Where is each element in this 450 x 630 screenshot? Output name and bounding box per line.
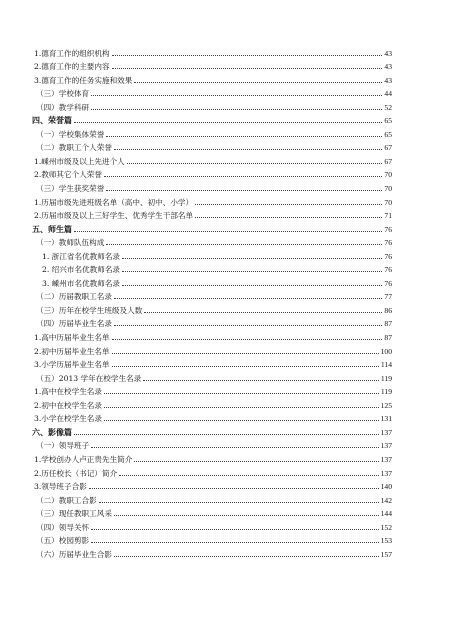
toc-dot-leader	[122, 271, 382, 272]
toc-entry-label: 2. 绍兴市名优教师名录	[42, 265, 121, 275]
toc-page-number: 71	[384, 211, 392, 221]
toc-page-number: 137	[380, 441, 392, 451]
toc-entry[interactable]	[32, 383, 392, 397]
toc-page-number: 65	[384, 129, 392, 139]
toc-entry-label: （四）教学科研	[36, 102, 90, 112]
toc-dot-leader	[114, 298, 382, 299]
toc-dot-leader	[134, 461, 378, 462]
toc-entry[interactable]	[32, 505, 392, 519]
toc-page-number: 137	[380, 468, 392, 478]
toc-entry[interactable]	[32, 423, 392, 437]
toc-dot-leader	[106, 244, 382, 245]
toc-page-number: 100	[380, 346, 392, 356]
toc-entry[interactable]	[32, 478, 392, 492]
toc-entry-label: 3.小学历届毕业生名单	[34, 360, 110, 370]
toc-dot-leader	[122, 285, 382, 286]
toc-entry-label: （二）教职工合影	[36, 495, 97, 505]
toc-page-number: 87	[384, 319, 392, 329]
toc-page-number: 76	[384, 238, 392, 248]
toc-entry-label: 3.领导班子合影	[34, 482, 87, 492]
toc-entry[interactable]	[32, 71, 392, 85]
toc-entry-label: 3. 嵊州市名优教师名录	[42, 278, 121, 288]
toc-dot-leader	[122, 258, 382, 259]
toc-entry[interactable]	[32, 545, 392, 559]
toc-entry[interactable]	[32, 193, 392, 207]
toc-page-number: 76	[384, 251, 392, 261]
toc-dot-leader	[119, 475, 378, 476]
toc-page-number: 65	[384, 116, 392, 126]
toc-entry[interactable]	[32, 491, 392, 505]
toc-dot-leader	[74, 231, 382, 232]
toc-dot-leader	[144, 312, 382, 313]
toc-entry[interactable]	[32, 450, 392, 464]
toc-entry[interactable]	[32, 315, 392, 329]
toc-dot-leader	[91, 95, 382, 96]
toc-dot-leader	[112, 339, 383, 340]
toc-page-number: 142	[380, 495, 392, 505]
toc-entry[interactable]	[32, 44, 392, 58]
toc-entry[interactable]	[32, 261, 392, 275]
toc-entry-label: （三）学生获奖荣誉	[36, 184, 105, 194]
toc-entry-label: 3.德育工作的任务实施和效果	[34, 75, 133, 85]
toc-entry-label: 1.德育工作的组织机构	[34, 48, 110, 58]
toc-entry[interactable]	[32, 152, 392, 166]
toc-entry[interactable]	[32, 85, 392, 99]
toc-page-number: 87	[384, 333, 392, 343]
toc-dot-leader	[112, 55, 383, 56]
toc-dot-leader	[127, 163, 383, 164]
toc-entry-label: （一）学校集体荣誉	[36, 129, 105, 139]
toc-dot-leader	[91, 447, 378, 448]
toc-entry[interactable]	[32, 356, 392, 370]
toc-dot-leader	[195, 217, 382, 218]
toc-dot-leader	[74, 434, 379, 435]
toc-entry[interactable]	[32, 437, 392, 451]
toc-page-number: 153	[380, 536, 392, 546]
toc-page-number: 76	[384, 278, 392, 288]
toc-page-number: 152	[380, 522, 392, 532]
toc-dot-leader	[114, 149, 382, 150]
toc-page-number: 125	[380, 400, 392, 410]
toc-entry[interactable]	[32, 369, 392, 383]
toc-entry[interactable]	[32, 464, 392, 478]
toc-page-number: 67	[384, 143, 392, 153]
toc-dot-leader	[91, 109, 382, 110]
toc-dot-leader	[114, 515, 379, 516]
toc-entry[interactable]	[32, 328, 392, 342]
toc-entry[interactable]	[32, 207, 392, 221]
toc-entry[interactable]	[32, 179, 392, 193]
toc-dot-leader	[91, 542, 378, 543]
toc-page-number: 76	[384, 265, 392, 275]
toc-entry-label: （二）教职工个人荣誉	[36, 143, 112, 153]
toc-page-number: 144	[380, 509, 392, 519]
toc-entry[interactable]	[32, 98, 392, 112]
toc-entry[interactable]	[32, 112, 392, 126]
toc-entry-label: 四、荣誉篇	[32, 116, 72, 126]
toc-dot-leader	[112, 353, 379, 354]
toc-entry-label: 1.嵊州市级及以上先进个人	[34, 156, 125, 166]
toc-dot-leader	[112, 366, 379, 367]
toc-entry-label: （五）2013 学年在校学生名录	[36, 373, 142, 383]
toc-entry-label: 1.高中历届毕业生名单	[34, 333, 110, 343]
toc-dot-leader	[114, 325, 382, 326]
toc-entry-label: （三）现任教职工风采	[36, 509, 112, 519]
toc-entry-label: 2.初中历届毕业生名单	[34, 346, 110, 356]
toc-dot-leader	[134, 82, 382, 83]
toc-entry[interactable]	[32, 518, 392, 532]
toc-entry-label: 1. 浙江省名优教师名录	[42, 251, 121, 261]
toc-page-number: 131	[380, 414, 392, 424]
toc-page-number: 70	[384, 170, 392, 180]
toc-entry[interactable]	[32, 274, 392, 288]
toc-entry[interactable]	[32, 342, 392, 356]
toc-entry-label: 五、师生篇	[32, 224, 72, 234]
toc-entry[interactable]	[32, 220, 392, 234]
toc-page-number: 43	[384, 75, 392, 85]
toc-page-number: 70	[384, 197, 392, 207]
toc-dot-leader	[143, 380, 379, 381]
toc-entry-label: 六、影像篇	[32, 427, 72, 437]
toc-entry[interactable]	[32, 532, 392, 546]
toc-page-number: 137	[380, 427, 392, 437]
toc-dot-leader	[104, 393, 379, 394]
toc-entry-label: （三）历年在校学生班级及人数	[36, 305, 143, 315]
toc-dot-leader	[112, 68, 383, 69]
toc-page-number: 43	[384, 62, 392, 72]
toc-dot-leader	[114, 556, 379, 557]
toc-page-number: 43	[384, 48, 392, 58]
toc-page-number: 44	[384, 89, 392, 99]
toc-dot-leader	[104, 407, 379, 408]
toc-page-number: 157	[380, 549, 392, 559]
table-of-contents	[32, 44, 392, 559]
toc-page-number: 119	[380, 387, 392, 397]
toc-entry[interactable]	[32, 139, 392, 153]
toc-entry[interactable]	[32, 301, 392, 315]
toc-page-number: 52	[384, 102, 392, 112]
toc-entry-label: （一）教师队伍构成	[36, 238, 105, 248]
toc-entry-label: 2.历任校长（书记）简介	[34, 468, 118, 478]
toc-entry-label: 1.历届市级先进班级名单（高中、初中、小学）	[34, 197, 194, 207]
toc-entry-label: （六）历届毕业生合影	[36, 549, 112, 559]
toc-page-number: 77	[384, 292, 392, 302]
toc-page-number: 70	[384, 184, 392, 194]
toc-dot-leader	[106, 136, 382, 137]
toc-dot-leader	[104, 176, 382, 177]
toc-entry-label: 1.学校创办人卢正贵先生简介	[34, 454, 133, 464]
toc-page-number: 119	[380, 373, 392, 383]
toc-entry-label: （四）领导关怀	[36, 522, 90, 532]
toc-entry-label: 2.教师其它个人荣誉	[34, 170, 102, 180]
toc-dot-leader	[89, 488, 379, 489]
toc-entry-label: 2.德育工作的主要内容	[34, 62, 110, 72]
toc-entry[interactable]	[32, 58, 392, 72]
toc-dot-leader	[91, 529, 378, 530]
toc-page-number: 114	[380, 360, 392, 370]
toc-entry[interactable]	[32, 234, 392, 248]
toc-entry[interactable]	[32, 166, 392, 180]
toc-entry-label: 1.高中在校学生名录	[34, 387, 102, 397]
toc-entry-label: （三）学校体育	[36, 89, 90, 99]
toc-entry[interactable]	[32, 288, 392, 302]
toc-page-number: 140	[380, 482, 392, 492]
toc-dot-leader	[106, 190, 382, 191]
toc-entry-label: （二）历届教职工名录	[36, 292, 112, 302]
toc-dot-leader	[74, 122, 382, 123]
toc-entry-label: （四）历届毕业生名录	[36, 319, 112, 329]
toc-entry[interactable]	[32, 247, 392, 261]
toc-dot-leader	[195, 204, 382, 205]
toc-dot-leader	[104, 420, 379, 421]
toc-entry-label: 2.初中在校学生名录	[34, 400, 102, 410]
toc-page-number: 76	[384, 224, 392, 234]
toc-page-number: 67	[384, 156, 392, 166]
toc-entry-label: （一）领导班子	[36, 441, 90, 451]
toc-entry[interactable]	[32, 125, 392, 139]
toc-entry[interactable]	[32, 396, 392, 410]
toc-entry-label: 2.历届市级及以上三好学生、优秀学生干部名单	[34, 211, 194, 221]
toc-entry-label: （五）校园剪影	[36, 536, 90, 546]
toc-entry[interactable]	[32, 410, 392, 424]
toc-page-number: 86	[384, 305, 392, 315]
toc-page-number: 137	[380, 454, 392, 464]
toc-entry-label: 3.小学在校学生名录	[34, 414, 102, 424]
toc-dot-leader	[99, 502, 379, 503]
